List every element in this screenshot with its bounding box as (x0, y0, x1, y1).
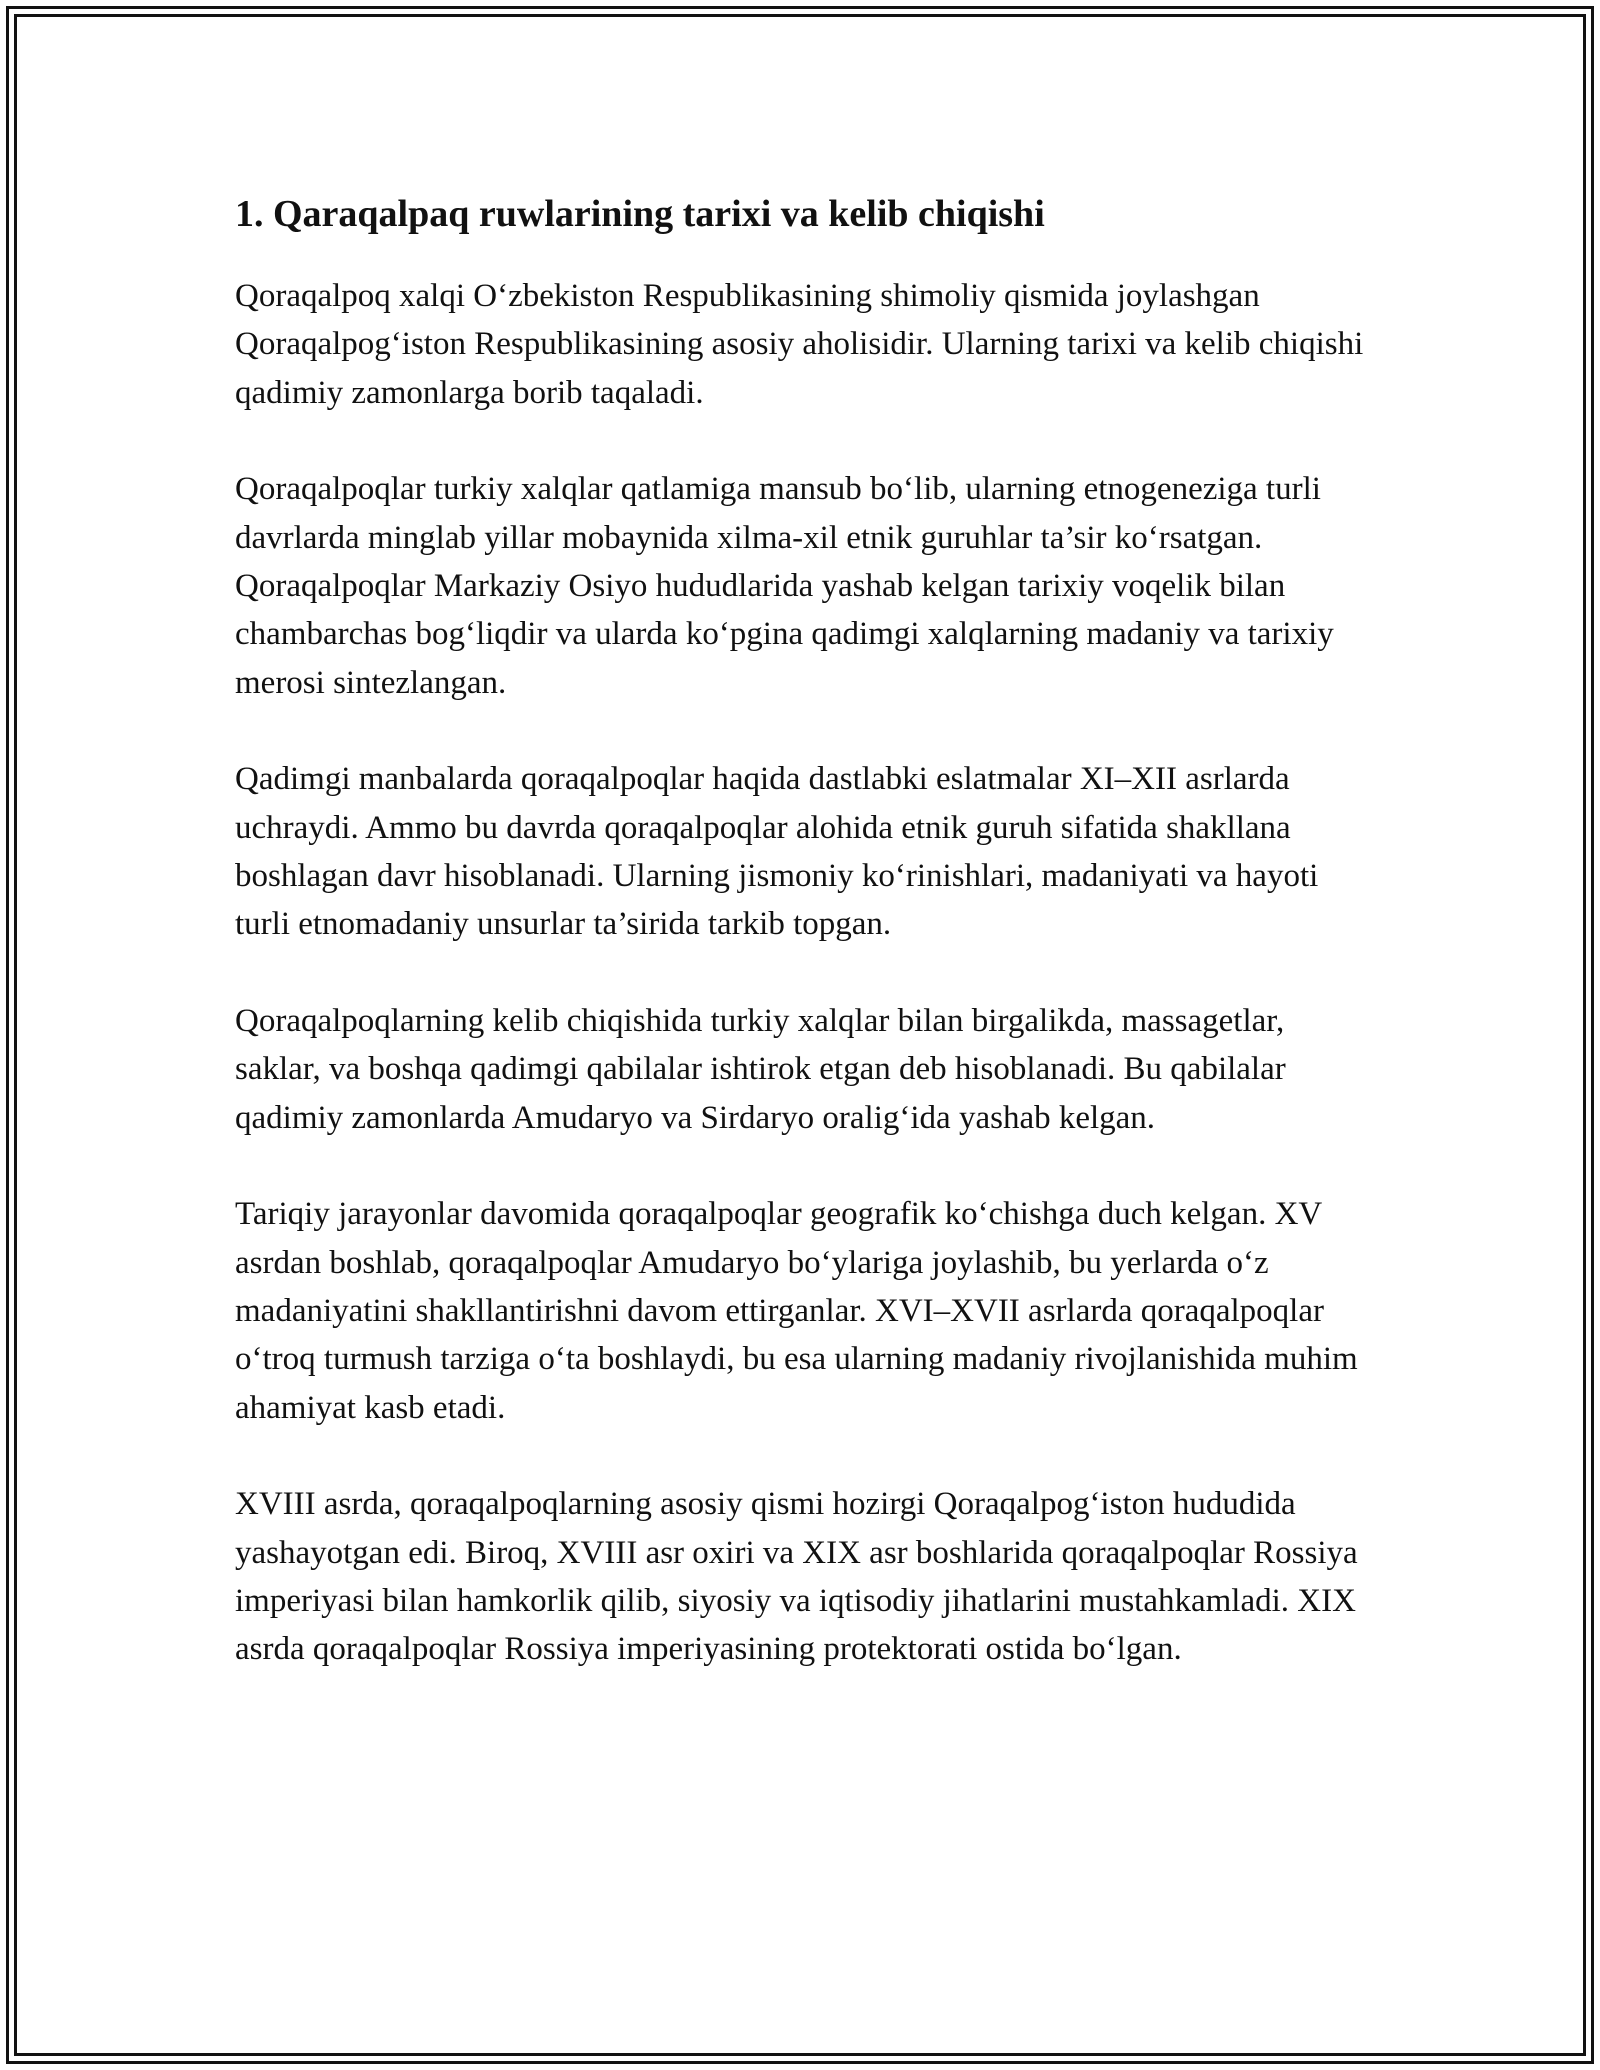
paragraph-1: Qoraqalpoq xalqi O‘zbekiston Respublikasining shimoliy qismida joylashgan Qoraqalpog‘iston Respublikasining asosiy aholisidir. Ularning tarixi va kelib chiqishi qadimiy zamonlarga borib taqaladi. (235, 278, 1364, 411)
paragraph-4: Qoraqalpoqlarning kelib chiqishida turkiy xalqlar bilan birgalikda, massagetlar, saklar, va boshqa qadimgi qabilalar ishtirok etgan deb hisoblanadi. Bu qabilalar qadimiy zamonlarda Amudaryo va Sirdaryo oralig‘ida yashab kelgan. (235, 1002, 1286, 1136)
paragraph-2: Qoraqalpoqlar turkiy xalqlar qatlamiga mansub bo‘lib, ularning etnogeneziga turli davrlarda minglab yillar mobaynida xilma-xil etnik guruhlar ta’sir ko‘rsatgan. Qoraqalpoqlar Markaziy Osiyo hududlarida yashab kelgan tarixiy voqelik bilan chambarchas bog‘liqdir va ularda ko‘pgina qadimgi xalqlarning madaniy va tarixiy merosi sintezlangan. (235, 471, 1334, 701)
document-body (235, 186, 1375, 1722)
paragraph-3: Qadimgi manbalarda qoraqalpoqlar haqida dastlabki eslatmalar XI–XII asrlarda uchraydi. Ammo bu davrda qoraqalpoqlar alohida etnik guruh sifatida shakllana boshlagan davr hisoblanadi. Ularning jismoniy ko‘rinishlari, madaniyati va hayoti turli etnomadaniy unsurlar ta’sirida tarkib topgan. (235, 761, 1319, 943)
section-title: 1. Qaraqalpaq ruwlarining tarixi va kelib chiqishi (235, 193, 1045, 235)
paragraph-5: Tariqiy jarayonlar davomida qoraqalpoqlar geografik ko‘chishga duch kelgan. XV asrdan boshlab, qoraqalpoqlar Amudaryo bo‘ylariga joylashib, bu yerlarda o‘z madaniyatini shakllantirishni davom ettirganlar. XVI–XVII asrlarda qoraqalpoqlar o‘troq turmush tarziga o‘ta boshlaydi, bu esa ularning madaniy rivojlanishida muhim ahamiyat kasb etadi. (235, 1196, 1358, 1426)
paragraph-6: XVIII asrda, qoraqalpoqlarning asosiy qismi hozirgi Qoraqalpog‘iston hududida yashayotgan edi. Biroq, XVIII asr oxiri va XIX asr boshlarida qoraqalpoqlar Rossiya imperiyasi bilan hamkorlik qilib, siyosiy va iqtisodiy jihatlarini mustahkamladi. XIX asrda qoraqalpoqlar Rossiya imperiyasining protektorati ostida bo‘lgan. (235, 1486, 1358, 1668)
